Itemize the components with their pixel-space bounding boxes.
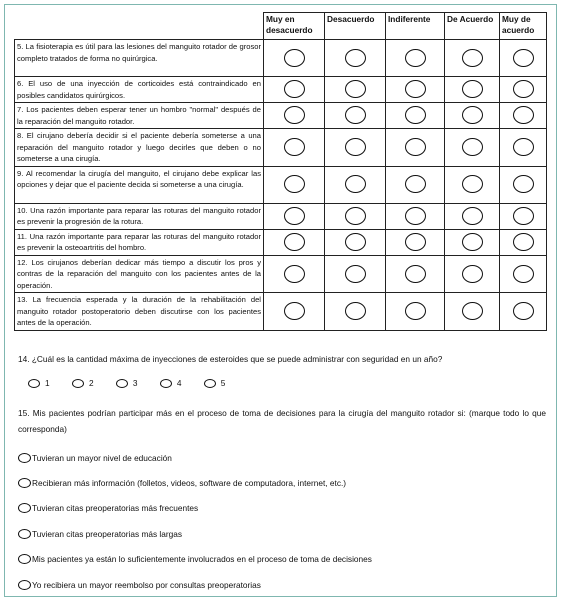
radio-circle-icon[interactable] <box>462 207 483 225</box>
radio-circle-icon[interactable] <box>160 379 172 388</box>
likert-option-cell[interactable] <box>445 293 500 331</box>
likert-option-cell[interactable] <box>325 229 386 255</box>
table-row <box>15 40 547 77</box>
radio-circle-icon[interactable] <box>345 233 366 251</box>
likert-option-cell[interactable] <box>264 203 325 229</box>
radio-circle-icon[interactable] <box>513 207 534 225</box>
radio-circle-icon[interactable] <box>513 80 534 98</box>
q14-option-label: 4 <box>176 378 182 388</box>
radio-circle-icon[interactable] <box>284 265 305 283</box>
likert-option-cell[interactable] <box>445 229 500 255</box>
table-row <box>15 103 547 129</box>
likert-option-cell[interactable] <box>325 40 386 77</box>
q15-option[interactable] <box>18 470 548 495</box>
likert-option-cell[interactable] <box>386 203 445 229</box>
radio-circle-icon[interactable] <box>462 265 483 283</box>
radio-circle-icon[interactable] <box>462 49 483 67</box>
likert-option-cell[interactable] <box>264 166 325 203</box>
q15-option[interactable] <box>18 547 548 572</box>
likert-option-cell[interactable] <box>325 103 386 129</box>
radio-circle-icon[interactable] <box>405 207 426 225</box>
table-row <box>15 229 547 255</box>
likert-option-cell[interactable] <box>264 129 325 167</box>
likert-option-cell[interactable] <box>500 77 547 103</box>
radio-circle-icon[interactable] <box>405 138 426 156</box>
header-de-acuerdo: De Acuerdo <box>445 13 500 40</box>
likert-option-cell[interactable] <box>445 40 500 77</box>
likert-option-cell[interactable] <box>500 103 547 129</box>
radio-circle-icon[interactable] <box>204 379 216 388</box>
q14-option-3[interactable] <box>116 378 138 388</box>
q15-option[interactable] <box>18 521 548 546</box>
q15-option-label: Tuvieran citas preoperatorias más largas <box>32 528 183 539</box>
radio-circle-icon[interactable] <box>116 379 128 388</box>
likert-table <box>14 12 547 331</box>
q14-option-label: 5 <box>220 378 226 388</box>
question-text: 12. Los cirujanos deberían dedicar más tiempo a discutir los pros y contras de la reparación del manguito con los pacientes antes de la operación. <box>15 255 264 293</box>
likert-option-cell[interactable] <box>445 103 500 129</box>
radio-circle-icon[interactable] <box>405 265 426 283</box>
q14-option-5[interactable] <box>204 378 226 388</box>
radio-circle-icon[interactable] <box>462 175 483 193</box>
likert-option-cell[interactable] <box>445 203 500 229</box>
checkbox-circle-icon[interactable] <box>18 580 31 590</box>
radio-circle-icon[interactable] <box>513 106 534 124</box>
header-muy-de-acuerdo: Muy de acuerdo <box>500 13 547 40</box>
q15-option-label: Tuvieran citas preoperatorias más frecuentes <box>32 503 199 514</box>
q14-option-1[interactable] <box>28 378 50 388</box>
radio-circle-icon[interactable] <box>462 106 483 124</box>
radio-circle-icon[interactable] <box>284 233 305 251</box>
table-row <box>15 293 547 331</box>
likert-option-cell[interactable] <box>264 229 325 255</box>
likert-option-cell[interactable] <box>325 203 386 229</box>
likert-option-cell[interactable] <box>500 229 547 255</box>
checkbox-circle-icon[interactable] <box>18 554 31 564</box>
likert-option-cell[interactable] <box>386 103 445 129</box>
likert-option-cell[interactable] <box>386 129 445 167</box>
radio-circle-icon[interactable] <box>284 302 305 320</box>
radio-circle-icon[interactable] <box>284 207 305 225</box>
table-row <box>15 77 547 103</box>
radio-circle-icon[interactable] <box>462 80 483 98</box>
radio-circle-icon[interactable] <box>345 80 366 98</box>
likert-option-cell[interactable] <box>386 255 445 293</box>
likert-option-cell[interactable] <box>264 293 325 331</box>
likert-option-cell[interactable] <box>386 166 445 203</box>
header-desacuerdo: Desacuerdo <box>325 13 386 40</box>
radio-circle-icon[interactable] <box>284 80 305 98</box>
likert-option-cell[interactable] <box>445 129 500 167</box>
question-text: 6. El uso de una inyección de corticoides está contraindicado en posibles candidatos quirúrgicos. <box>15 77 264 103</box>
checkbox-circle-icon[interactable] <box>18 529 31 539</box>
question-text: 9. Al recomendar la cirugía del manguito, el cirujano debe explicar las opciones y dejar que el paciente decida si someterse a una cirugía. <box>15 166 264 203</box>
q15-option[interactable] <box>18 572 548 597</box>
question-text: 11. Una razón importante para reparar las roturas del manguito rotador es prevenir la osteoartritis del hombro. <box>15 229 264 255</box>
q15-option-label: Yo recibiera un mayor reembolso por consultas preoperatorias <box>32 579 261 590</box>
radio-circle-icon[interactable] <box>345 138 366 156</box>
radio-circle-icon[interactable] <box>513 265 534 283</box>
radio-circle-icon[interactable] <box>72 379 84 388</box>
likert-option-cell[interactable] <box>500 255 547 293</box>
radio-circle-icon[interactable] <box>405 175 426 193</box>
radio-circle-icon[interactable] <box>284 106 305 124</box>
header-muy-en-desacuerdo: Muy en desacuerdo <box>264 13 325 40</box>
likert-option-cell[interactable] <box>386 40 445 77</box>
q15-option[interactable] <box>18 496 548 521</box>
radio-circle-icon[interactable] <box>345 106 366 124</box>
radio-circle-icon[interactable] <box>405 302 426 320</box>
likert-option-cell[interactable] <box>386 229 445 255</box>
checkbox-circle-icon[interactable] <box>18 503 31 513</box>
q14-option-4[interactable] <box>160 378 182 388</box>
radio-circle-icon[interactable] <box>405 233 426 251</box>
radio-circle-icon[interactable] <box>405 80 426 98</box>
likert-option-cell[interactable] <box>264 103 325 129</box>
question-14-text: 14. ¿Cuál es la cantidad máxima de inyecciones de esteroides que se puede administrar con seguridad en un año? <box>18 354 443 364</box>
question-15-text: 15. Mis pacientes podrían participar más en el proceso de toma de decisiones para la cirugía del manguito rotador si: (marque todo lo que corresponda) <box>18 408 546 434</box>
likert-option-cell[interactable] <box>500 203 547 229</box>
likert-option-cell[interactable] <box>325 255 386 293</box>
radio-circle-icon[interactable] <box>462 302 483 320</box>
radio-circle-icon[interactable] <box>28 379 40 388</box>
table-row <box>15 166 547 203</box>
radio-circle-icon[interactable] <box>345 207 366 225</box>
likert-option-cell[interactable] <box>325 129 386 167</box>
radio-circle-icon[interactable] <box>513 302 534 320</box>
table-row <box>15 129 547 167</box>
question-14-scale <box>28 378 245 388</box>
q15-option[interactable] <box>18 445 548 470</box>
q14-option-label: 2 <box>88 378 94 388</box>
radio-circle-icon[interactable] <box>284 138 305 156</box>
radio-circle-icon[interactable] <box>405 106 426 124</box>
radio-circle-icon[interactable] <box>345 265 366 283</box>
likert-option-cell[interactable] <box>500 129 547 167</box>
likert-option-cell[interactable] <box>325 77 386 103</box>
radio-circle-icon[interactable] <box>405 49 426 67</box>
table-header-row <box>15 13 547 40</box>
q15-option-label: Tuvieran un mayor nivel de educación <box>32 452 172 463</box>
likert-option-cell[interactable] <box>325 293 386 331</box>
question-text: 5. La fisioterapia es útil para las lesiones del manguito rotador de grosor completo tratados de forma no quirúrgica. <box>15 40 264 77</box>
checkbox-circle-icon[interactable] <box>18 453 31 463</box>
table-row <box>15 203 547 229</box>
header-blank-cell <box>15 13 264 40</box>
likert-option-cell[interactable] <box>500 166 547 203</box>
likert-option-cell[interactable] <box>264 40 325 77</box>
likert-option-cell[interactable] <box>386 293 445 331</box>
header-indiferente: Indiferente <box>386 13 445 40</box>
likert-option-cell[interactable] <box>264 77 325 103</box>
question-text: 10. Una razón importante para reparar las roturas del manguito rotador es prevenir la progresión de la rotura. <box>15 203 264 229</box>
likert-option-cell[interactable] <box>386 77 445 103</box>
likert-option-cell[interactable] <box>500 293 547 331</box>
radio-circle-icon[interactable] <box>513 49 534 67</box>
q15-option-label: Recibieran más información (folletos, videos, software de computadora, internet, etc.) <box>32 478 347 489</box>
radio-circle-icon[interactable] <box>345 175 366 193</box>
likert-option-cell[interactable] <box>445 166 500 203</box>
radio-circle-icon[interactable] <box>284 175 305 193</box>
radio-circle-icon[interactable] <box>462 233 483 251</box>
checkbox-circle-icon[interactable] <box>18 478 31 488</box>
radio-circle-icon[interactable] <box>513 138 534 156</box>
radio-circle-icon[interactable] <box>345 49 366 67</box>
radio-circle-icon[interactable] <box>462 138 483 156</box>
question-text: 7. Los pacientes deben esperar tener un hombro "normal" después de la reparación del manguito rotador. <box>15 103 264 129</box>
q14-option-label: 1 <box>45 378 50 388</box>
question-text: 13. La frecuencia esperada y la duración de la rehabilitación del manguito rotador postoperatorio deben discutirse con los pacientes antes de la operación. <box>15 293 264 331</box>
likert-option-cell[interactable] <box>445 255 500 293</box>
likert-body <box>15 40 547 331</box>
likert-option-cell[interactable] <box>500 40 547 77</box>
radio-circle-icon[interactable] <box>284 49 305 67</box>
q14-option-label: 3 <box>132 378 138 388</box>
likert-option-cell[interactable] <box>445 77 500 103</box>
q15-option-label: Mis pacientes ya están lo suficientemente involucrados en el proceso de toma de decisiones <box>32 554 372 565</box>
likert-option-cell[interactable] <box>325 166 386 203</box>
radio-circle-icon[interactable] <box>513 175 534 193</box>
likert-option-cell[interactable] <box>264 255 325 293</box>
radio-circle-icon[interactable] <box>513 233 534 251</box>
question-15-options <box>18 445 548 597</box>
q14-option-2[interactable] <box>72 378 94 388</box>
question-text: 8. El cirujano debería decidir si el paciente debería someterse a una reparación del manguito rotador y luego decirles que deben o no someterse a una cirugía. <box>15 129 264 167</box>
table-row <box>15 255 547 293</box>
radio-circle-icon[interactable] <box>345 302 366 320</box>
